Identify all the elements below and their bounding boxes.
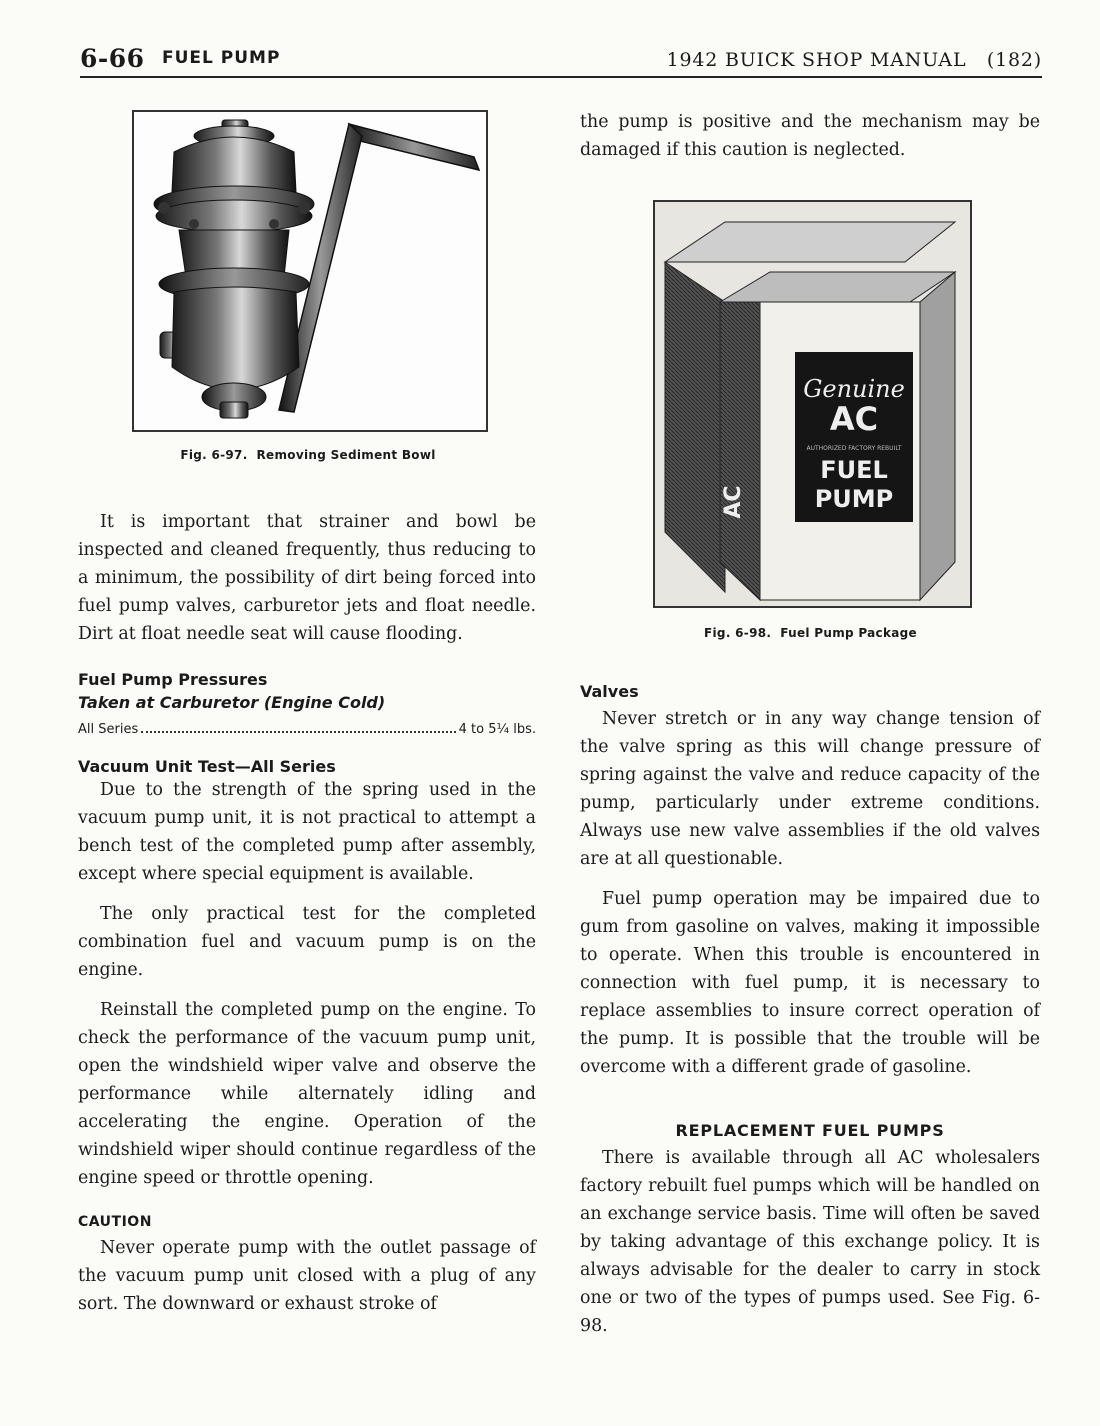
manual-name: 1942 BUICK SHOP MANUAL — [666, 49, 967, 71]
figure-caption-98: Fig. 6-98. Fuel Pump Package — [704, 626, 917, 640]
fuel-pump-illustration — [134, 112, 486, 430]
page-header — [80, 42, 1042, 80]
figure-pump-package — [653, 200, 972, 608]
vacuum-test-heading: Vacuum Unit Test—All Series — [78, 757, 336, 776]
box-ac-text: AC — [829, 400, 879, 438]
vacuum-paragraph-2: The only practical test for the completed combination fuel and vacuum pump is on the engine. — [78, 904, 536, 980]
valves-paragraph-2: Fuel pump operation may be impaired due to gum from gasoline on valves, making it impossible to operate. When this trouble is encountered in connection with fuel pump, it is necessary to replace assemblies to insure correct operation of the pump. It is possible that the trouble will be overcome with a different grade of gasoline. — [580, 889, 1040, 1077]
page-number: 6-66 — [80, 44, 145, 73]
continued-paragraph: the pump is positive and the mechanism may be damaged if this caution is neglected. — [580, 112, 1040, 160]
caution-heading: CAUTION — [78, 1214, 152, 1230]
pressure-spec-row — [78, 722, 536, 737]
vacuum-paragraph-3: Reinstall the completed pump on the engine. To check the performance of the vacuum pump unit, open the windshield wiper valve and observe the performance while alternately idling and accelerating the engine. Operation of the windshield wiper should continue regardless of the engine speed or throttle opening. — [78, 1000, 536, 1188]
manual-title — [667, 49, 1042, 71]
folio: (182) — [986, 49, 1042, 71]
header-rule — [80, 76, 1042, 78]
replacement-paragraph: There is available through all AC wholesalers factory rebuilt fuel pumps which will be handled on an exchange service basis. Time will often be saved by taking advantage of this exchange policy. It is always advisable for the dealer to carry in stock one or two of the types of pumps used. See Fig. 6-98. — [580, 1148, 1040, 1336]
replacement-heading: REPLACEMENT FUEL PUMPS — [675, 1121, 945, 1140]
caution-paragraph: Never operate pump with the outlet passage of the vacuum pump unit closed with a plug of any sort. The downward or exhaust stroke of — [78, 1238, 536, 1314]
left-column — [78, 508, 536, 1330]
strainer-paragraph: It is important that strainer and bowl be inspected and cleaned frequently, thus reducing to a minimum, the possibility of dirt being forced into fuel pump valves, carburetor jets and float needle. Dirt at float needle seat will cause flooding. — [78, 512, 536, 644]
box-genuine-text: Genuine — [803, 375, 905, 403]
box-fuel-text: FUEL — [820, 456, 888, 484]
vacuum-paragraph-1: Due to the strength of the spring used in the vacuum pump unit, it is not practical to attempt a bench test of the completed pump after assembly, except where special equipment is available. — [78, 780, 536, 884]
box-authorized-text: AUTHORIZED FACTORY REBUILT — [806, 445, 902, 452]
box-pump-text: PUMP — [814, 485, 894, 513]
section-title: FUEL PUMP — [162, 48, 281, 68]
spec-value: 4 to 5¼ lbs. — [458, 722, 536, 737]
valves-paragraph-1: Never stretch or in any way change tension of the valve spring as this will change pressure of spring against the valve and reduce capacity of the pump, particularly under extreme conditions. Always use new valve assemblies if the old valves are at all questionable. — [580, 709, 1040, 869]
pressures-subheading: Taken at Carburetor (Engine Cold) — [78, 693, 386, 712]
leader-dots — [141, 731, 455, 733]
fuel-pump-box-illustration — [655, 202, 970, 606]
valves-heading: Valves — [580, 682, 639, 701]
right-column-top — [580, 108, 1040, 176]
right-column-bottom — [580, 682, 1040, 1352]
figure-caption-97: Fig. 6-97. Removing Sediment Bowl — [180, 448, 436, 462]
spec-label: All Series — [78, 722, 139, 737]
figure-sediment-bowl — [132, 110, 488, 432]
box-side-ac-text: AC — [721, 485, 746, 519]
pressures-heading: Fuel Pump Pressures — [78, 670, 268, 689]
